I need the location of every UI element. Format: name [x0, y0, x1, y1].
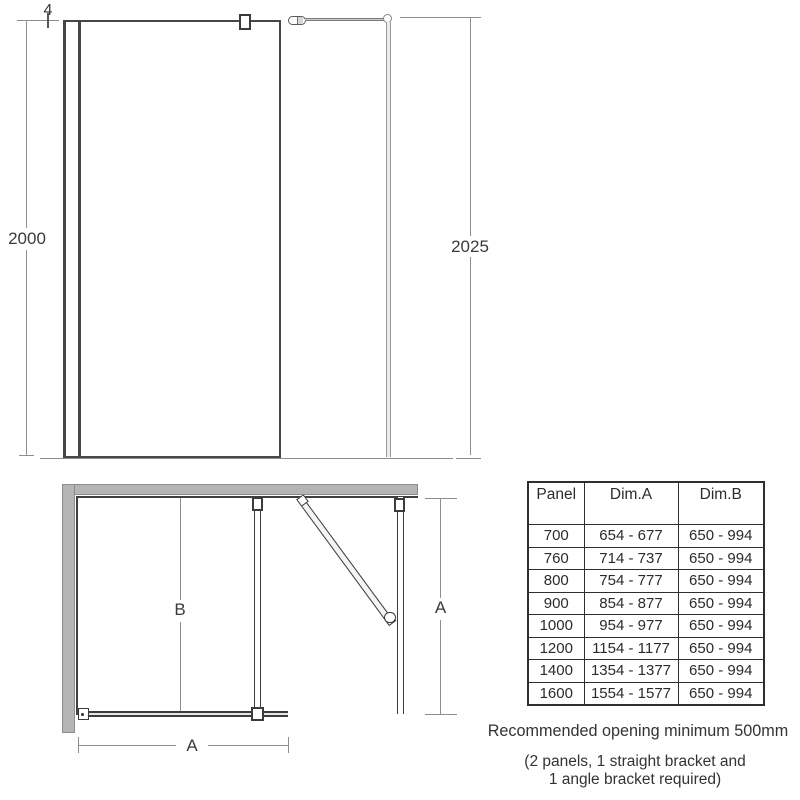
top-bracket-front — [239, 14, 251, 30]
dim-b-cell: 650 - 994 — [678, 525, 764, 548]
second-panel-top-bracket-plan — [394, 498, 405, 512]
table-row — [528, 615, 764, 638]
angle-bracket-plan — [298, 497, 394, 624]
header-dim-b: Dim.B — [678, 482, 764, 525]
wall-fixing-capsule-side — [288, 16, 306, 25]
support-post-plan — [254, 511, 261, 709]
panel-cell: 900 — [528, 592, 584, 615]
dim-a-cell: 714 - 737 — [584, 547, 678, 570]
dim-a-bottom-line-left — [78, 745, 178, 746]
floor-line — [40, 458, 453, 459]
dim-b-cell: 650 - 994 — [678, 570, 764, 593]
panel-cell: 700 — [528, 525, 584, 548]
table-row — [528, 682, 764, 705]
wall-left-inner-face — [76, 496, 79, 715]
dim-a-cell: 1554 - 1577 — [584, 682, 678, 705]
dim-b-line-lower — [180, 622, 181, 711]
dim-a-right-label: A — [427, 598, 454, 617]
wall-profile-front — [63, 20, 81, 458]
panel-cell: 1000 — [528, 615, 584, 638]
dim-2000-line-upper — [26, 20, 27, 228]
dim-a-cell: 854 - 877 — [584, 592, 678, 615]
dim-a-bottom-tick-left — [78, 737, 79, 753]
dim-b-cell: 650 - 994 — [678, 682, 764, 705]
support-arm-side — [305, 18, 385, 21]
table-header-row — [528, 482, 764, 525]
dim-2025-line-lower — [470, 257, 471, 455]
glass-panel-front — [63, 20, 281, 458]
table-row — [528, 547, 764, 570]
dim-b-cell: 650 - 994 — [678, 615, 764, 638]
dim-b-line-upper — [180, 498, 181, 600]
dim-a-right-tick-bottom — [425, 714, 457, 715]
dim-a-cell: 1354 - 1377 — [584, 660, 678, 683]
wall-anchor-bracket-plan — [78, 708, 89, 720]
dim-a-bottom-tick-right — [288, 737, 289, 753]
panel-cell: 800 — [528, 570, 584, 593]
table-row — [528, 592, 764, 615]
dim-b-cell: 650 - 994 — [678, 547, 764, 570]
table-row — [528, 660, 764, 683]
dim-b-cell: 650 - 994 — [678, 660, 764, 683]
glass-panel-side — [386, 22, 391, 457]
panel-cell: 1200 — [528, 637, 584, 660]
panel-cell: 1600 — [528, 682, 584, 705]
straight-bracket-wall-plan — [252, 497, 263, 511]
dim-2000-line-lower — [26, 250, 27, 455]
panel-cell: 760 — [528, 547, 584, 570]
wall-top-inner-face — [77, 496, 418, 499]
note-parts-required — [470, 753, 800, 788]
dim-2025-line-upper — [470, 17, 471, 236]
dim-b-cell: 650 - 994 — [678, 637, 764, 660]
support-foot-bracket-plan — [251, 707, 264, 721]
dim-a-cell: 1154 - 1177 — [584, 637, 678, 660]
note-parts-line1: (2 panels, 1 straight bracket and — [524, 753, 746, 770]
note-parts-line2: 1 angle bracket required) — [548, 770, 722, 788]
dim-2025-label: 2025 — [447, 237, 493, 256]
dim-a-cell: 654 - 677 — [584, 525, 678, 548]
dim-2000-label: 2000 — [5, 229, 49, 248]
dim-a-bottom-line-right — [206, 745, 289, 746]
dim-b-label: B — [169, 600, 191, 619]
dim-a-cell: 754 - 777 — [584, 570, 678, 593]
table-row — [528, 570, 764, 593]
dim-a-right-line-upper — [440, 498, 441, 598]
dim-4-label: 4 — [43, 2, 53, 19]
wall-top-plan — [62, 484, 418, 495]
dim-4-extension-line — [17, 20, 59, 21]
table-row — [528, 525, 764, 548]
table-row — [528, 637, 764, 660]
dim-a-bottom-label: A — [176, 736, 208, 755]
dim-a-right-line-lower — [440, 620, 441, 714]
dim-2000-bottom-tick — [19, 455, 34, 456]
dim-a-cell: 954 - 977 — [584, 615, 678, 638]
wall-left-plan — [62, 484, 75, 733]
dim-2025-bottom-tick — [456, 458, 481, 459]
dim-b-cell: 650 - 994 — [678, 592, 764, 615]
panel-cell: 1400 — [528, 660, 584, 683]
second-glass-panel-plan — [397, 497, 404, 714]
note-recommended-opening: Recommended opening minimum 500mm — [487, 722, 789, 740]
panel-size-table — [527, 481, 765, 706]
header-panel: Panel — [528, 482, 584, 525]
angle-bracket-joint-plan — [384, 612, 396, 624]
header-dim-a: Dim.A — [584, 482, 678, 525]
